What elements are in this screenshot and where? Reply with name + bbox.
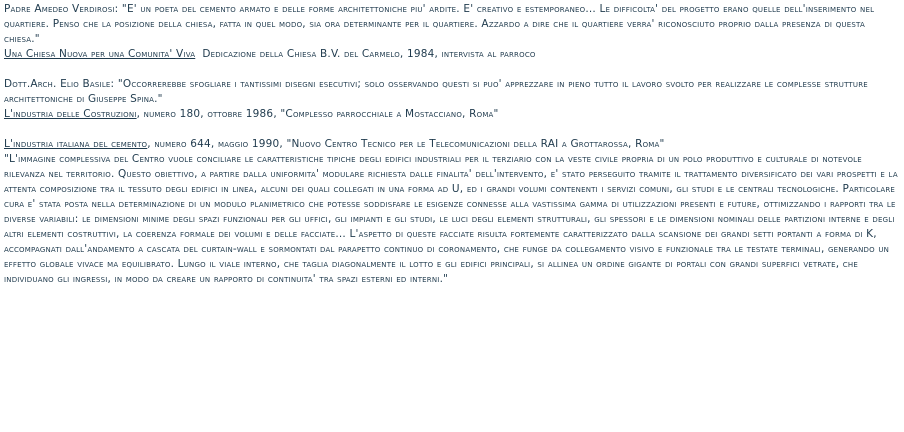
- quote-verdirosi: Padre Amedeo Verdirosi: "E' un poeta del cemento armato e delle forme architettoniche piu' ardite. E' creativo e estemporaneo... Le difficolta' del progetto erano quelle dell'inserimento nel quartiere. Penso che la posizione della chiesa, fatta in quel modo, sia ora determinante per il quartiere. Azzardo a dire che il quartiere verra' riconosciuto proprio dalla presenza di questa chiesa.": [4, 3, 875, 45]
- source-link-industria-costruzioni[interactable]: L'industria delle Costruzioni: [4, 108, 137, 120]
- source-line-1: [4, 47, 898, 62]
- spacer: [4, 122, 898, 137]
- source-line-2: [4, 107, 898, 122]
- source-detail-2: , numero 180, ottobre 1986, "Complesso parrocchiale a Mostacciano, Roma": [136, 108, 499, 120]
- quote-basile: Dott.Arch. Elio Basile: "Occorrerebbe sfogliare i tantissimi disegni esecutivi; solo osservando questi si puo' apprezzare in pieno tutto il lavoro svolto per realizzare le complesse strutture architettoniche di Giuseppe Spina.": [4, 78, 868, 105]
- source-link-industria-cemento[interactable]: L'industria italiana del cemento: [4, 138, 148, 150]
- source-line-3: [4, 137, 898, 152]
- source-link-chiesa-nuova[interactable]: Una Chiesa Nuova per una Comunita' Viva: [4, 48, 196, 60]
- quote-rai-centre: "L'immagine complessiva del Centro vuole conciliare le caratteristiche tipiche degli edifici industriali per il terziario con la veste civile propria di un polo produttivo e culturale di notevole rilevanza nel territorio. Questo obiettivo, a partire dalla uniformita' modulare richiesta dalle finalita' dell'intervento, e' stato perseguito tramite il trattamento diversificato dei vari prospetti e la attenta composizione tra il tessuto degli edifici in linea, alcuni dei quali collegati in una forma ad U, ed i grandi volumi contenenti i servizi comuni, gli studi e le centrali tecnologiche. Particolare cura e' stata posta nella determinazione di un modulo planimetrico che potesse soddisfare le esigenze connesse alla vastissima gamma di utilizzazioni presenti e future, ottimizzando i rapporti tra le diverse variabili: le dimensioni minime degli spazi funzionali per gli uffici, gli impianti e gli studi, le luci degli elementi strutturali, gli spessori e le dimensioni nominali delle partizioni interne e degli altri elementi costruttivi, la coerenza formale dei volumi e delle facciate... L'aspetto di queste facciate risulta fortemente caratterizzato dalla scansione dei grandi setti portanti a forma di K, accompagnati dall'andamento a cascata del curtain-wall e sormontati dal parapetto continuo di coronamento, che funge da collegamento visivo e funzionale tra le testate terminali, generando un effetto globale vivace ma equilibrato. Lungo il viale interno, che taglia diagonalmente il lotto e gli edifici principali, si allinea un ordine gigante di portali con grandi superfici vetrate, che individuano gli ingressi, in modo da creare un rapporto di continuita' tra spazi esterni ed interni.": [4, 153, 898, 285]
- source-detail-3: , numero 644, maggio 1990, "Nuovo Centro Tecnico per le Telecomunicazioni della RAI a Grottarossa, Roma": [147, 138, 665, 150]
- spacer: [4, 62, 898, 77]
- source-detail-1: Dedicazione della Chiesa B.V. del Carmelo, 1984, intervista al parroco: [202, 48, 536, 60]
